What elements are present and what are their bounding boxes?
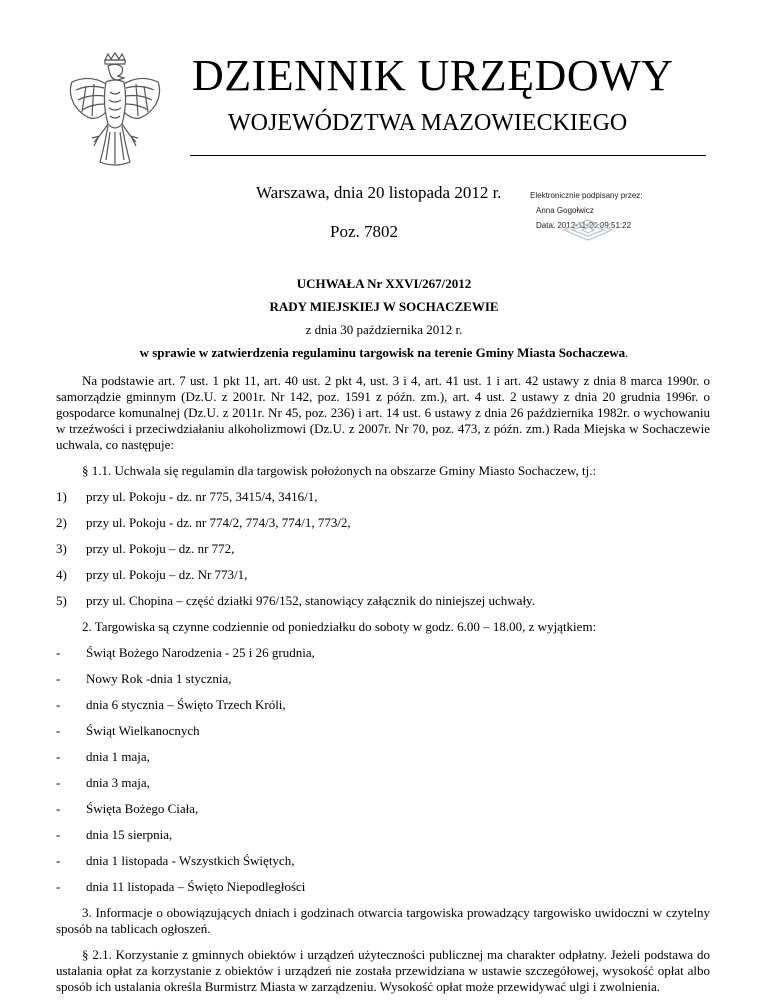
holiday-list (56, 645, 710, 895)
list-item: - Nowy Rok -dnia 1 stycznia, (56, 671, 232, 686)
section-1-paragraph-2: 2. Targowiska są czynne codziennie od poniedziałku do soboty w godz. 6.00 – 18.00, z wyjątkiem: (82, 619, 597, 634)
list-item: - dnia 1 maja, (56, 749, 150, 764)
signature-date: Data: 2012-11-20 09:51:22 (536, 221, 632, 230)
signer-name: Anna Gogołwicz (536, 206, 594, 215)
signature-label: Elektronicznie podpisany przez: (530, 191, 643, 200)
act-number: UCHWAŁA Nr XXVI/267/2012 (296, 276, 472, 291)
journal-subtitle: WOJEWÓDZTWA MAZOWIECKIEGO (228, 110, 628, 136)
location-list (56, 489, 710, 609)
section-2-paragraph-1: § 2.1. Korzystanie z gminnych obiektów i urządzeń użyteczności publicznej ma charakter odpłatny. Jeżeli podstawa do ustalania opłat za korzystanie z obiektów i urządzeń nie została przewidziana w ustawie szczegółowej, wysokość opłat albo sposób ich ustalania określa Burmistrz Miasta w zarządzeniu. Wysokość opłat może przewidywać ulgi i zwolnienia. (56, 947, 710, 994)
list-item: - Święta Bożego Ciała, (56, 801, 199, 816)
eagle-emblem-icon (60, 52, 170, 177)
list-item: 3) przy ul. Pokoju – dz. nr 772, (56, 541, 235, 556)
list-item: - dnia 11 listopada – Święto Niepodległości (56, 879, 306, 894)
list-item: - dnia 3 maja, (56, 775, 150, 790)
list-item: 2) przy ul. Pokoju - dz. nr 774/2, 774/3, 774/1, 773/2, (56, 515, 351, 530)
list-item: - Świąt Wielkanocnych (56, 723, 200, 738)
list-item: - dnia 6 stycznia – Święto Trzech Króli, (56, 697, 286, 712)
list-item: - dnia 15 sierpnia, (56, 827, 173, 842)
list-item: - dnia 1 listopada - Wszystkich Świętych, (56, 853, 295, 868)
act-subject (0, 345, 768, 361)
signature-seal-icon (560, 218, 616, 242)
section-1-paragraph-3: 3. Informacje o obowiązujących dniach i godzinach otwarcia targowiska prowadzący targowisko uwidoczni w czytelny sposób na tablicach ogłoszeń. (56, 905, 710, 936)
act-council: RADY MIEJSKIEJ W SOCHACZEWIE (269, 299, 499, 314)
header-divider (190, 155, 706, 156)
position-number: Poz. 7802 (330, 222, 398, 241)
list-item: 5) przy ul. Chopina – część działki 976/152, stanowiący załącznik do niniejszej uchwały. (56, 593, 535, 608)
list-item: 1) przy ul. Pokoju - dz. nr 775, 3415/4, 3416/1, (56, 489, 318, 504)
journal-title: DZIENNIK URZĘDOWY (192, 51, 674, 100)
section-1-paragraph-1: § 1.1. Uchwala się regulamin dla targowisk położonych na obszarze Gminy Miasto Sochaczew, tj.: (82, 463, 597, 478)
act-subject-end: . (625, 345, 629, 360)
document-body (56, 373, 710, 1005)
act-date: z dnia 30 października 2012 r. (305, 322, 463, 337)
list-item: - Świąt Bożego Narodzenia - 25 i 26 grudnia, (56, 645, 315, 660)
act-subject-text: w sprawie w zatwierdzenia regulaminu targowisk na terenie Gminy Miasta Sochaczewa (139, 345, 626, 360)
preamble: Na podstawie art. 7 ust. 1 pkt 11, art. 40 ust. 2 pkt 4, ust. 3 i 4, art. 41 ust. 1 i art. 42 ustawy z dnia 8 marca 1990r. o samorządzie gminnym (Dz.U. z 2001r. Nr 142, poz. 1591 z późn. zm.), art. 4 ust. 2 ustawy z dnia 20 grudnia 1996r. o gospodarce komunalnej (Dz.U. z 2011r. Nr 45, poz. 236) i art. 14 ust. 6 ustawy z dnia 26 października 1982r. o wychowaniu w trzeźwości i przeciwdziałaniu alkoholizmowi (Dz.U. z 2007r. Nr 70, poz. 473, z późn. zm.) Rada Miejska w Sochaczewie uchwala, co następuje: (56, 373, 710, 452)
publication-date: Warszawa, dnia 20 listopada 2012 r. (256, 183, 502, 202)
list-item: 4) przy ul. Pokoju – dz. Nr 773/1, (56, 567, 248, 582)
electronic-signature (530, 188, 730, 233)
